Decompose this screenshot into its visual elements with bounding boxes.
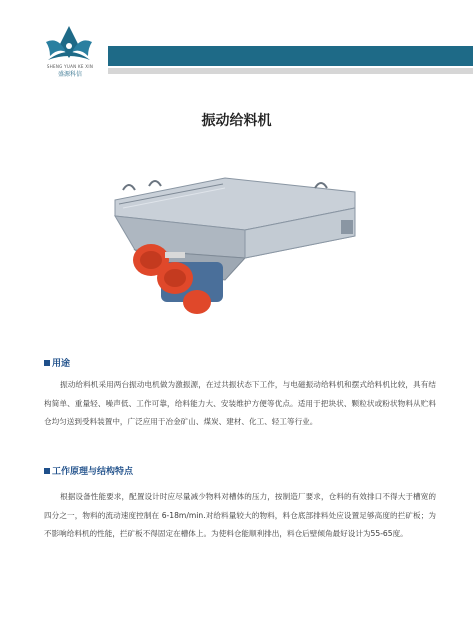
section-bullet-icon: [44, 468, 50, 474]
section-heading-usage: 用途: [44, 356, 70, 369]
section-heading-principle: 工作原理与结构特点: [44, 464, 133, 477]
company-logo-icon: [38, 22, 100, 92]
logo-name-en: SHENG YUAN KE XIN: [46, 64, 94, 69]
vibrating-feeder-image: [105, 160, 365, 320]
page-title: 振动给料机: [201, 113, 272, 129]
header-band-light: [108, 68, 473, 74]
section-bullet-icon: [44, 360, 50, 366]
section-text-usage: 振动给料机采用两台振动电机做为激振源，在过共振状态下工作，与电磁振动给料机和摆式给料机比较，具有结构简单、重量轻、噪声低、工作可靠，给料能力大、安装维护方便等优点。适用于把块状、颗粒状或粉状物料从贮料仓均匀送到受料装置中，广泛应用于冶金矿山、煤炭、建材、化工、轻工等行业。: [44, 380, 436, 426]
header-band-dark: [108, 46, 473, 66]
page-header: [0, 0, 473, 100]
section-text-principle: 根据设备性能要求，配置设计时应尽量减少物料对槽体的压力，按制造厂要求，仓料的有效排口不得大于槽宽的四分之一，物料的流动速度控制在 6-18m/min.对给料量较大的物料，料仓底部排料处应设置足够高度的拦矿板；为不影响给料机的性能，拦矿板不得固定在槽体上。为使料仓能顺利排出，料仓后壁倾角最好设计为55-65度。: [44, 492, 436, 538]
logo-name-cn: 盛源科信: [57, 71, 82, 78]
